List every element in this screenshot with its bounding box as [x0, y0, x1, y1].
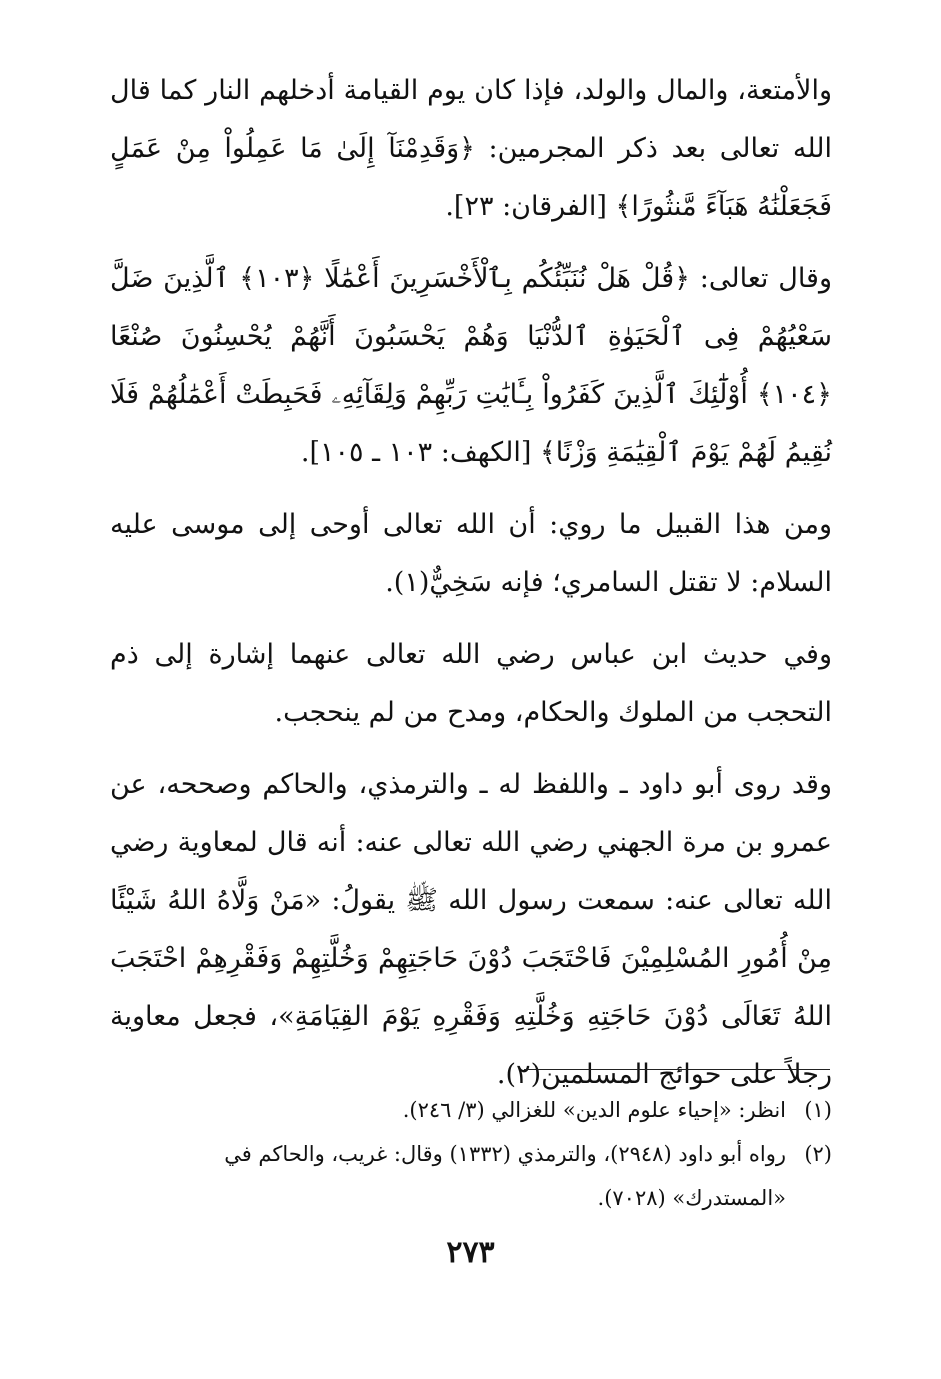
footnote	[110, 1132, 832, 1220]
main-text	[110, 62, 832, 1118]
paragraph: وقال تعالى: ﴿قُلْ هَلْ نُنَبِّئُكُم بِٱلْأَخْسَرِينَ أَعْمَٰلًا ﴿١٠٣﴾ ٱلَّذِينَ ضَلَّ سَعْيُهُمْ فِى ٱلْحَيَوٰةِ ٱلدُّنْيَا وَهُمْ يَحْسَبُونَ أَنَّهُمْ يُحْسِنُونَ صُنْعًا ﴿١٠٤﴾ أُوْلَٰٓئِكَ ٱلَّذِينَ كَفَرُواْ بِـَٔايَٰتِ رَبِّهِمْ وَلِقَآئِهِۦ فَحَبِطَتْ أَعْمَٰلُهُمْ فَلَا نُقِيمُ لَهُمْ يَوْمَ ٱلْقِيَٰمَةِ وَزْنًا﴾ [الكهف: ١٠٣ ـ ١٠٥].	[110, 263, 832, 468]
paragraph: ومن هذا القبيل ما روي: أن الله تعالى أوحى إلى موسى عليه السلام: لا تقتل السامري؛ فإنه سَخِيٌّ(١).	[110, 509, 832, 598]
footnote-text: انظر: «إحياء علوم الدين» للغزالي (٣/ ٢٤٦).	[402, 1098, 786, 1122]
paragraph: والأمتعة، والمال والولد، فإذا كان يوم القيامة أدخلهم النار كما قال الله تعالى بعد ذكر المجرمين: ﴿وَقَدِمْنَآ إِلَىٰ مَا عَمِلُواْ مِنْ عَمَلٍ فَجَعَلْنَٰهُ هَبَآءً مَّنثُورًا﴾ [الفرقان: ٢٣].	[110, 75, 832, 222]
footnote-divider	[524, 1069, 830, 1070]
paragraph: وفي حديث ابن عباس رضي الله تعالى عنهما إشارة إلى ذم التحجب من الملوك والحكام، ومدح من لم ينحجب.	[110, 639, 832, 728]
page-number: ٢٧٣	[446, 1235, 495, 1270]
footnote-text: رواه أبو داود (٢٩٤٨)، والترمذي (١٣٣٢) وقال: غريب، والحاكم في «المستدرك» (٧٠٢٨).	[224, 1142, 786, 1210]
footnotes	[110, 1088, 832, 1220]
footnote	[110, 1088, 832, 1132]
footnote-number: ( ١ )	[786, 1088, 832, 1132]
paragraph: وقد روى أبو داود ـ واللفظ له ـ والترمذي، والحاكم وصححه، عن عمرو بن مرة الجهني رضي الله تعالى عنه: أنه قال لمعاوية رضي الله تعالى عنه: سمعت رسول الله ﷺ يقولُ: «مَنْ وَلَّاهُ اللهُ شَيْئًا مِنْ أُمُورِ المُسْلِمِيْنَ فَاحْتَجَبَ دُوْنَ حَاجَتِهِمْ وَخُلَّتِهِمْ وَفَقْرِهِمْ احْتَجَبَ اللهُ تَعَالَى دُوْنَ حَاجَتِهِ وَخُلَّتِهِ وَفَقْرِهِ يَوْمَ القِيَامَةِ»، فجعل معاوية رجلاً على حوائج المسلمين(٢).	[110, 769, 832, 1090]
footnote-number: ( ٢ )	[786, 1132, 832, 1220]
